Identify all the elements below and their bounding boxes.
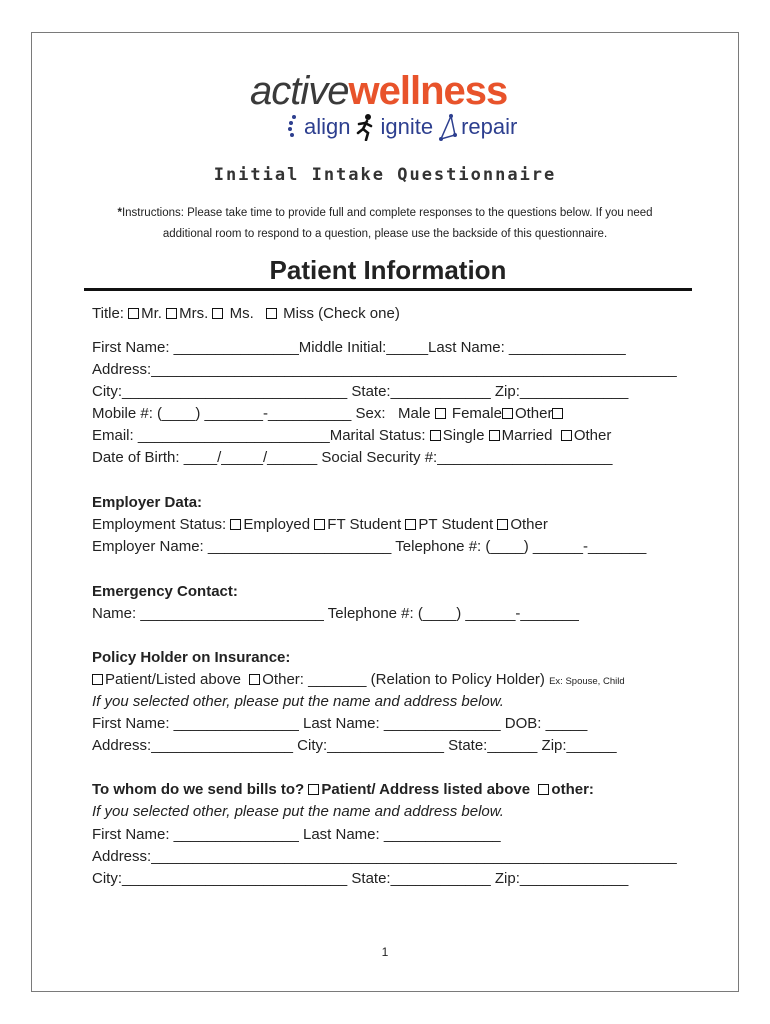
page-number: 1 — [381, 945, 389, 959]
billing-question-line — [92, 780, 594, 800]
marital-single-checkbox[interactable] — [430, 430, 441, 441]
title-miss-checkbox[interactable] — [266, 308, 277, 319]
mobile-sex-text[interactable]: Mobile #: (____) _______-__________ Sex: Male — [92, 405, 435, 422]
policy-options-line — [92, 670, 625, 692]
policy-other-checkbox[interactable] — [249, 674, 260, 685]
spine-icon — [280, 113, 300, 141]
marital-married-checkbox[interactable] — [489, 430, 500, 441]
instructions-text: Instructions: Please take time to provide full and complete responses to the questions below. If you need additional room to respond to a question, please use the backside of this questionnaire. — [121, 207, 653, 240]
email-marital-text[interactable]: Email: _______________________Marital Status: — [92, 427, 430, 444]
marital-other-label: Other — [573, 427, 612, 444]
patient-dob-ssn-line[interactable]: Date of Birth: ____/_____/______ Social Security #:_____________________ — [92, 449, 613, 466]
billing-other-checkbox[interactable] — [538, 784, 549, 795]
title-ms-checkbox[interactable] — [212, 308, 223, 319]
patient-city-line[interactable]: City:___________________________ State:____________ Zip:_____________ — [92, 383, 629, 400]
marital-single-label: Single — [442, 427, 489, 444]
marital-married-label: Married — [501, 427, 561, 444]
billing-city-line[interactable]: City:___________________________ State:____________ Zip:_____________ — [92, 870, 629, 887]
pt-student-checkbox[interactable] — [405, 519, 416, 530]
title-miss-label: Miss (Check one) — [278, 305, 400, 322]
billing-patient-checkbox[interactable] — [308, 784, 319, 795]
policy-other-text[interactable]: Other: _______ (Relation to Policy Holder) — [262, 671, 550, 688]
logo-word-active: active — [250, 69, 349, 113]
billing-question: To whom do we send bills to? — [92, 781, 309, 798]
policy-name-line[interactable]: First Name: _______________ Last Name: ______________ DOB: _____ — [92, 715, 588, 732]
pt-student-label: PT Student — [418, 516, 498, 533]
sex-female-label: Female — [447, 405, 502, 422]
policy-header: Policy Holder on Insurance: — [92, 649, 291, 666]
employed-checkbox[interactable] — [230, 519, 241, 530]
tagline-align: align — [304, 114, 351, 139]
employer-name-line[interactable]: Employer Name: ______________________ Telephone #: (____) ______-_______ — [92, 538, 647, 555]
sex-male-checkbox[interactable] — [435, 408, 446, 419]
title-row — [92, 304, 400, 324]
tagline-repair: repair — [461, 114, 518, 139]
logo-tagline — [280, 113, 517, 141]
policy-patient-label: Patient/Listed above — [105, 671, 250, 688]
policy-patient-checkbox[interactable] — [92, 674, 103, 685]
triangle-icon — [437, 113, 457, 141]
emergency-header: Emergency Contact: — [92, 583, 238, 600]
employer-header: Employer Data: — [92, 494, 203, 511]
title-mrs-checkbox[interactable] — [166, 308, 177, 319]
logo-word-wellness: wellness — [348, 69, 508, 113]
policy-address-line[interactable]: Address:_________________ City:______________ State:______ Zip:______ — [92, 737, 617, 754]
tagline-ignite: ignite — [380, 114, 434, 139]
policy-example: Ex: Spouse, Child — [549, 676, 625, 687]
emergency-line[interactable]: Name: ______________________ Telephone #: (____) ______-_______ — [92, 605, 579, 622]
employment-status-line — [92, 515, 548, 535]
title-label: Title: — [92, 305, 129, 322]
patient-address-line[interactable]: Address:_______________________________________________________________ — [92, 361, 677, 378]
title-mr-label: Mr. — [141, 305, 167, 322]
document-page — [31, 32, 739, 992]
patient-mobile-sex-line — [92, 404, 565, 424]
billing-patient-label: Patient/ Address listed above — [321, 781, 539, 798]
billing-name-line[interactable]: First Name: _______________ Last Name: ______________ — [92, 826, 501, 843]
section-heading: Patient Information — [84, 255, 692, 291]
form-subtitle: Initial Intake Questionnaire — [213, 165, 557, 185]
marital-other-checkbox[interactable] — [561, 430, 572, 441]
billing-note: If you selected other, please put the name and address below. — [92, 803, 504, 820]
instructions — [92, 203, 678, 245]
billing-other-label: other: — [551, 781, 594, 798]
employment-other-label: Other — [510, 516, 548, 533]
title-ms-label: Ms. — [225, 305, 258, 322]
title-mrs-label: Mrs. — [179, 305, 213, 322]
instructions-star: * — [117, 207, 122, 219]
sex-other-label: Other — [514, 405, 553, 422]
runner-icon — [354, 113, 376, 141]
employment-other-checkbox[interactable] — [497, 519, 508, 530]
billing-address-line[interactable]: Address:_______________________________________________________________ — [92, 848, 677, 865]
ft-student-checkbox[interactable] — [314, 519, 325, 530]
policy-note: If you selected other, please put the name and address below. — [92, 693, 504, 710]
ft-student-label: FT Student — [327, 516, 406, 533]
active-wellness-logo — [250, 69, 550, 139]
employed-label: Employed — [243, 516, 315, 533]
patient-email-marital-line — [92, 426, 611, 446]
sex-female-checkbox[interactable] — [502, 408, 513, 419]
sex-other-checkbox[interactable] — [552, 408, 563, 419]
patient-name-line[interactable]: First Name: _______________Middle Initial:_____Last Name: ______________ — [92, 339, 626, 356]
title-mr-checkbox[interactable] — [128, 308, 139, 319]
employment-status-label: Employment Status: — [92, 516, 231, 533]
